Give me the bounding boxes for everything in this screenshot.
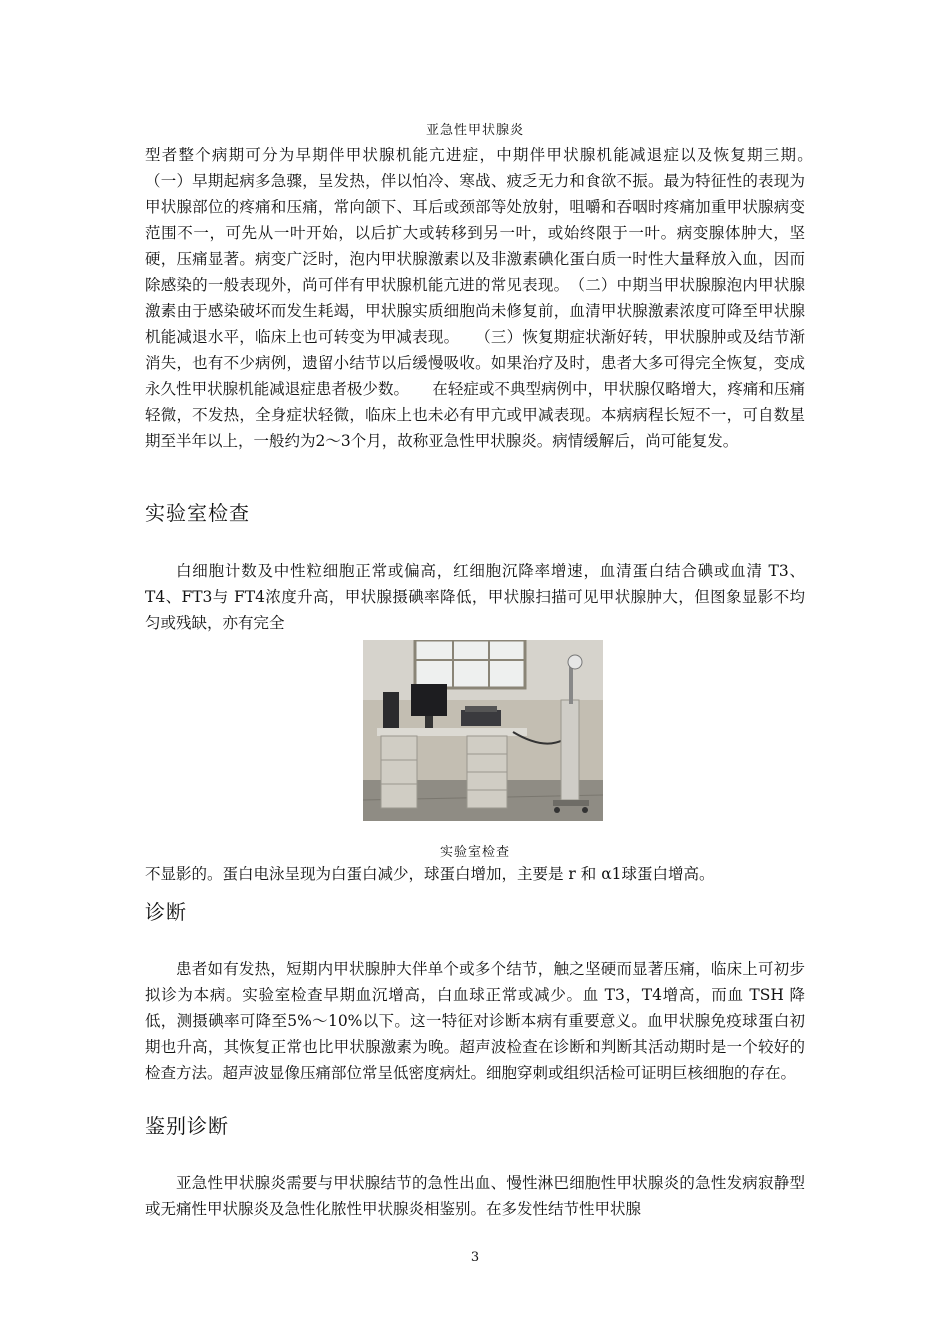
section-heading-differential: 鉴别诊断: [145, 1114, 229, 1138]
section-heading-diagnosis: 诊断: [145, 900, 187, 924]
running-header: 亚急性甲状腺炎: [425, 123, 524, 138]
diagnosis-paragraph: 患者如有发热，短期内甲状腺肿大伴单个或多个结节，触之坚硬而显著压痛，临床上可初步拟诊为本病。实验室检查早期血沉增高，白血球正常或减少。血 T3，T4增高，而血 TSH 降低，测摄碘率可降至5%～10%以下。这一特征对诊断本病有重要意义。血甲状腺免疫球蛋白初期也升高，其恢复正常也比甲状腺激素为晚。超声波检查在诊断和判断其活动期时是一个较好的检查方法。超声波显像压痛部位常呈低密度病灶。细胞穿刺或组织活检可证明巨核细胞的存在。: [145, 960, 805, 1082]
lab-equipment-illustration: [363, 640, 603, 821]
lab-continuation-paragraph: 不显影的。蛋白电泳呈现为白蛋白减少，球蛋白增加，主要是 r 和 α1球蛋白增高。: [145, 865, 715, 883]
differential-paragraph: 亚急性甲状腺炎需要与甲状腺结节的急性出血、慢性淋巴细胞性甲状腺炎的急性发病寂静型或无痛性甲状腺炎及急性化脓性甲状腺炎相鉴别。在多发性结节性甲状腺: [145, 1174, 805, 1218]
lab-equipment-photo: [363, 640, 603, 821]
lab-paragraph: 白细胞计数及中性粒细胞正常或偏高，红细胞沉降率增速，血清蛋白结合碘或血清 T3、T4、FT3与 FT4浓度升高，甲状腺摄碘率降低，甲状腺扫描可见甲状腺肿大，但图象显影不均匀或残缺，亦有完全: [145, 562, 805, 632]
document-page: [145, 0, 837, 1344]
figure-caption: 实验室检查: [439, 845, 510, 860]
page-number: 3: [470, 1250, 480, 1265]
intro-paragraph: 型者整个病期可分为早期伴甲状腺机能亢进症，中期伴甲状腺机能减退症以及恢复期三期。 （一）早期起病多急骤，呈发热，伴以怕冷、寒战、疲乏无力和食欲不振。最为特征性的表现为甲状腺部位的疼痛和压痛，常向颌下、耳后或颈部等处放射，咀嚼和吞咽时疼痛加重甲状腺病变范围不一，可先从一叶开始，以后扩大或转移到另一叶，或始终限于一叶。病变腺体肿大，坚硬，压痛显著。病变广泛时，泡内甲状腺激素以及非激素碘化蛋白质一时性大量释放入血，因而除感染的一般表现外，尚可伴有甲状腺机能亢进的常见表现。 （二）中期当甲状腺腺泡内甲状腺激素由于感染破坏而发生耗竭，甲状腺实质细胞尚未修复前，血清甲状腺激素浓度可降至甲状腺机能减退水平，临床上也可转变为甲减表现。 （三）恢复期症状渐好转，甲状腺肿或及结节渐消失，也有不少病例，遗留小结节以后缓慢吸收。如果治疗及时，患者大多可得完全恢复，变成永久性甲状腺机能减退症患者极少数。 在轻症或不典型病例中，甲状腺仅略增大，疼痛和压痛轻微，不发热，全身症状轻微，临床上也未必有甲亢或甲减表现。本病病程长短不一，可自数星期至半年以上，一般约为2～3个月，故称亚急性甲状腺炎。病情缓解后，尚可能复发。: [145, 146, 837, 450]
section-heading-lab: 实验室检查: [145, 501, 250, 525]
